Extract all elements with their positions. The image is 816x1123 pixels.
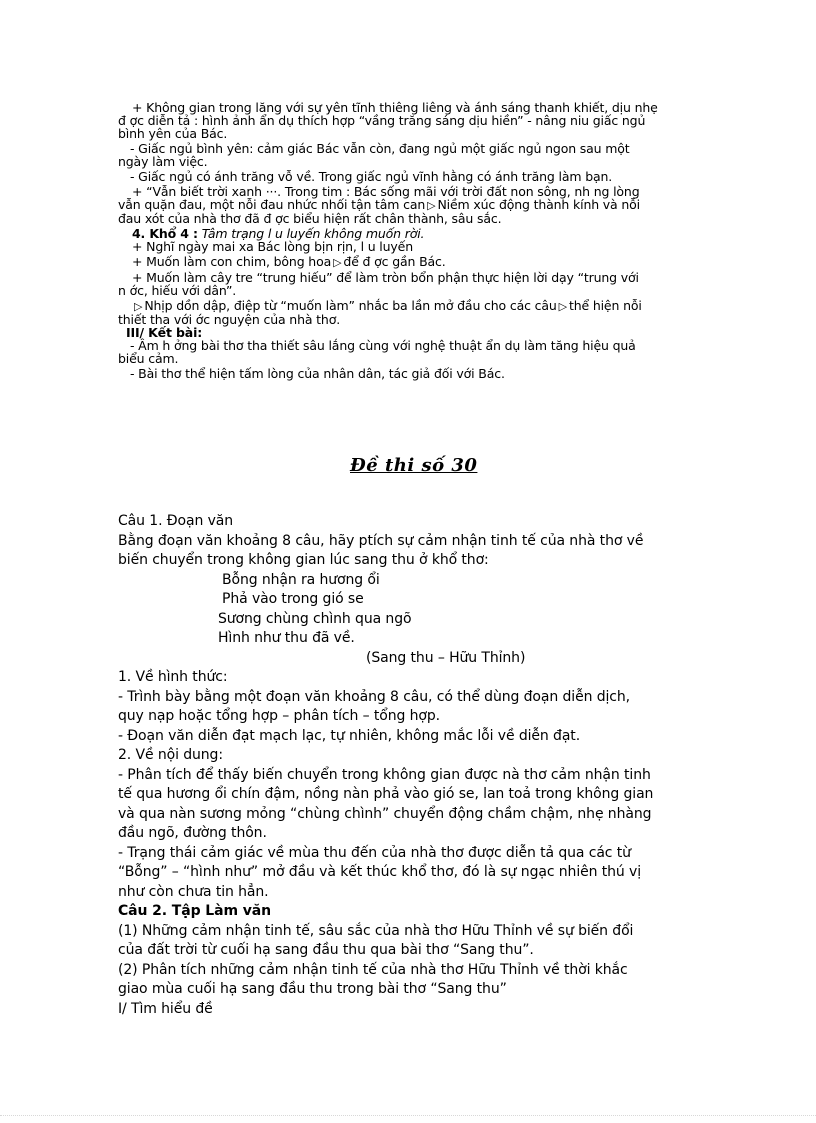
text-line: đau xót của nhà thơ đã đ ợc biểu hiện rất chân thành, sâu sắc. xyxy=(118,211,502,226)
exam-title: Đề thi số 30 xyxy=(350,455,478,476)
arrow-right-icon: ▷ xyxy=(134,300,143,313)
text-line: và qua nàn sương mỏng “chùng chình” chuyển động chầm chậm, nhẹ nhàng xyxy=(118,805,652,822)
poem-source: (Sang thu – Hữu Thỉnh) xyxy=(366,649,526,666)
text-line: - Trạng thái cảm giác về mùa thu đến của nhà thơ được diễn tả qua các từ xyxy=(118,844,631,861)
text-fragment: để đ ợc gần Bác. xyxy=(343,254,446,269)
text-line: tế qua hương ổi chín đậm, nồng nàn phả vào gió se, lan toả trong không gian xyxy=(118,786,654,802)
text-line: - Âm h ởng bài thơ tha thiết sâu lắng cùng với nghệ thuật ẩn dụ làm tăng hiệu quả xyxy=(130,338,636,353)
exam-content xyxy=(118,512,708,1019)
section-heading: 4. Khổ 4 : xyxy=(132,226,198,241)
text-line: biến chuyển trong không gian lúc sang thu ở khổ thơ: xyxy=(118,552,489,568)
text-fragment: + Muốn làm con chim, bông hoa xyxy=(132,254,332,269)
section-heading: III/ Kết bài: xyxy=(126,325,203,340)
question-heading: Câu 2. Tập Làm văn xyxy=(118,903,271,919)
text-line: - Phân tích để thấy biến chuyển trong không gian được nà thơ cảm nhận tinh xyxy=(118,766,651,783)
page-bottom-border xyxy=(0,1115,816,1117)
poem-line: Bỗng nhận ra hương ổi xyxy=(222,571,380,588)
poem-line: Hình như thu đã về. xyxy=(218,630,355,646)
arrow-right-icon: ▷ xyxy=(333,256,342,269)
text-line: + Nghĩ ngày mai xa Bác lòng bịn rịn, l u luyến xyxy=(132,239,413,254)
text-fragment: Tâm trạng l u luyến không muốn rời. xyxy=(197,226,425,241)
text-line: (1) Những cảm nhận tinh tế, sâu sắc của nhà thơ Hữu Thỉnh về sự biến đổi xyxy=(118,922,634,939)
text-line: quy nạp hoặc tổng hợp – phân tích – tổng hợp. xyxy=(118,708,440,724)
poem-line: Phả vào trong gió se xyxy=(222,591,364,607)
subheading: 2. Về nội dung: xyxy=(118,747,223,763)
text-fragment: vẫn quặn đau, một nỗi đau nhức nhối tận tâm can xyxy=(118,197,426,212)
text-fragment: thể hiện nỗi xyxy=(568,298,642,313)
text-line xyxy=(118,198,698,212)
subheading: I/ Tìm hiểu đề xyxy=(118,1000,213,1017)
question-heading: Câu 1. Đoạn văn xyxy=(118,513,234,529)
text-line: bình yên của Bác. xyxy=(118,126,228,141)
text-fragment: Niềm xúc động thành kính và nỗi xyxy=(437,197,640,212)
subheading: 1. Về hình thức: xyxy=(118,669,228,685)
text-line: như còn chưa tin hẳn. xyxy=(118,883,269,900)
text-line: - Đoạn văn diễn đạt mạch lạc, tự nhiên, không mắc lỗi về diễn đạt. xyxy=(118,727,581,744)
text-line xyxy=(118,299,698,313)
text-line: đầu ngõ, đường thôn. xyxy=(118,825,267,841)
text-line: (2) Phân tích những cảm nhận tinh tế của nhà thơ Hữu Thỉnh về thời khắc xyxy=(118,961,628,978)
text-line: giao mùa cuối hạ sang đầu thu trong bài thơ “Sang thu” xyxy=(118,981,507,997)
text-line: - Giấc ngủ bình yên: cảm giác Bác vẫn còn, đang ngủ một giấc ngủ ngon sau một xyxy=(130,141,630,156)
text-line: đ ợc diễn tả : hình ảnh ẩn dụ thích hợp “vầng trăng sáng dịu hiền” - nâng niu giấc ngủ xyxy=(118,113,646,128)
text-line: + Muốn làm cây tre “trung hiếu” để làm tròn bổn phận thực hiện lời dạy “trung với xyxy=(132,270,639,285)
text-line: Bằng đoạn văn khoảng 8 câu, hãy ptích sự cảm nhận tinh tế của nhà thơ về xyxy=(118,532,644,549)
text-line: - Bài thơ thể hiện tấm lòng của nhân dân, tác giả đối với Bác. xyxy=(130,366,505,381)
arrow-right-icon: ▷ xyxy=(558,300,567,313)
text-line: ngày làm việc. xyxy=(118,154,208,169)
text-fragment: Nhịp dồn dập, điệp từ “muốn làm” nhắc ba lần mở đầu cho các câu xyxy=(144,298,557,313)
text-line: “Bỗng” – “hình như” mở đầu và kết thúc khổ thơ, đó là sự ngạc nhiên thú vị xyxy=(118,864,642,880)
text-line xyxy=(118,255,698,269)
text-line: của đất trời từ cuối hạ sang đầu thu qua bài thơ “Sang thu”. xyxy=(118,942,534,958)
arrow-right-icon: ▷ xyxy=(427,199,436,212)
text-line: n ớc, hiếu với dân”. xyxy=(118,283,237,298)
text-line: + “Vẫn biết trời xanh ···. Trong tim : Bác sống mãi với trời đất non sông, nh ng lòng xyxy=(132,184,640,199)
text-line: - Giấc ngủ có ánh trăng vỗ về. Trong giấc ngủ vĩnh hằng có ánh trăng làm bạn. xyxy=(130,169,613,184)
previous-answer-section xyxy=(118,101,698,380)
text-line: - Trình bày bằng một đoạn văn khoảng 8 câu, có thể dùng đoạn diễn dịch, xyxy=(118,688,631,705)
text-line: biểu cảm. xyxy=(118,351,179,366)
text-line: thiết tha với ớc nguyện của nhà thơ. xyxy=(118,312,341,327)
poem-line: Sương chùng chình qua ngõ xyxy=(218,610,412,627)
text-line: + Không gian trong lăng với sự yên tĩnh thiêng liêng và ánh sáng thanh khiết, dịu nhẹ xyxy=(132,100,658,115)
